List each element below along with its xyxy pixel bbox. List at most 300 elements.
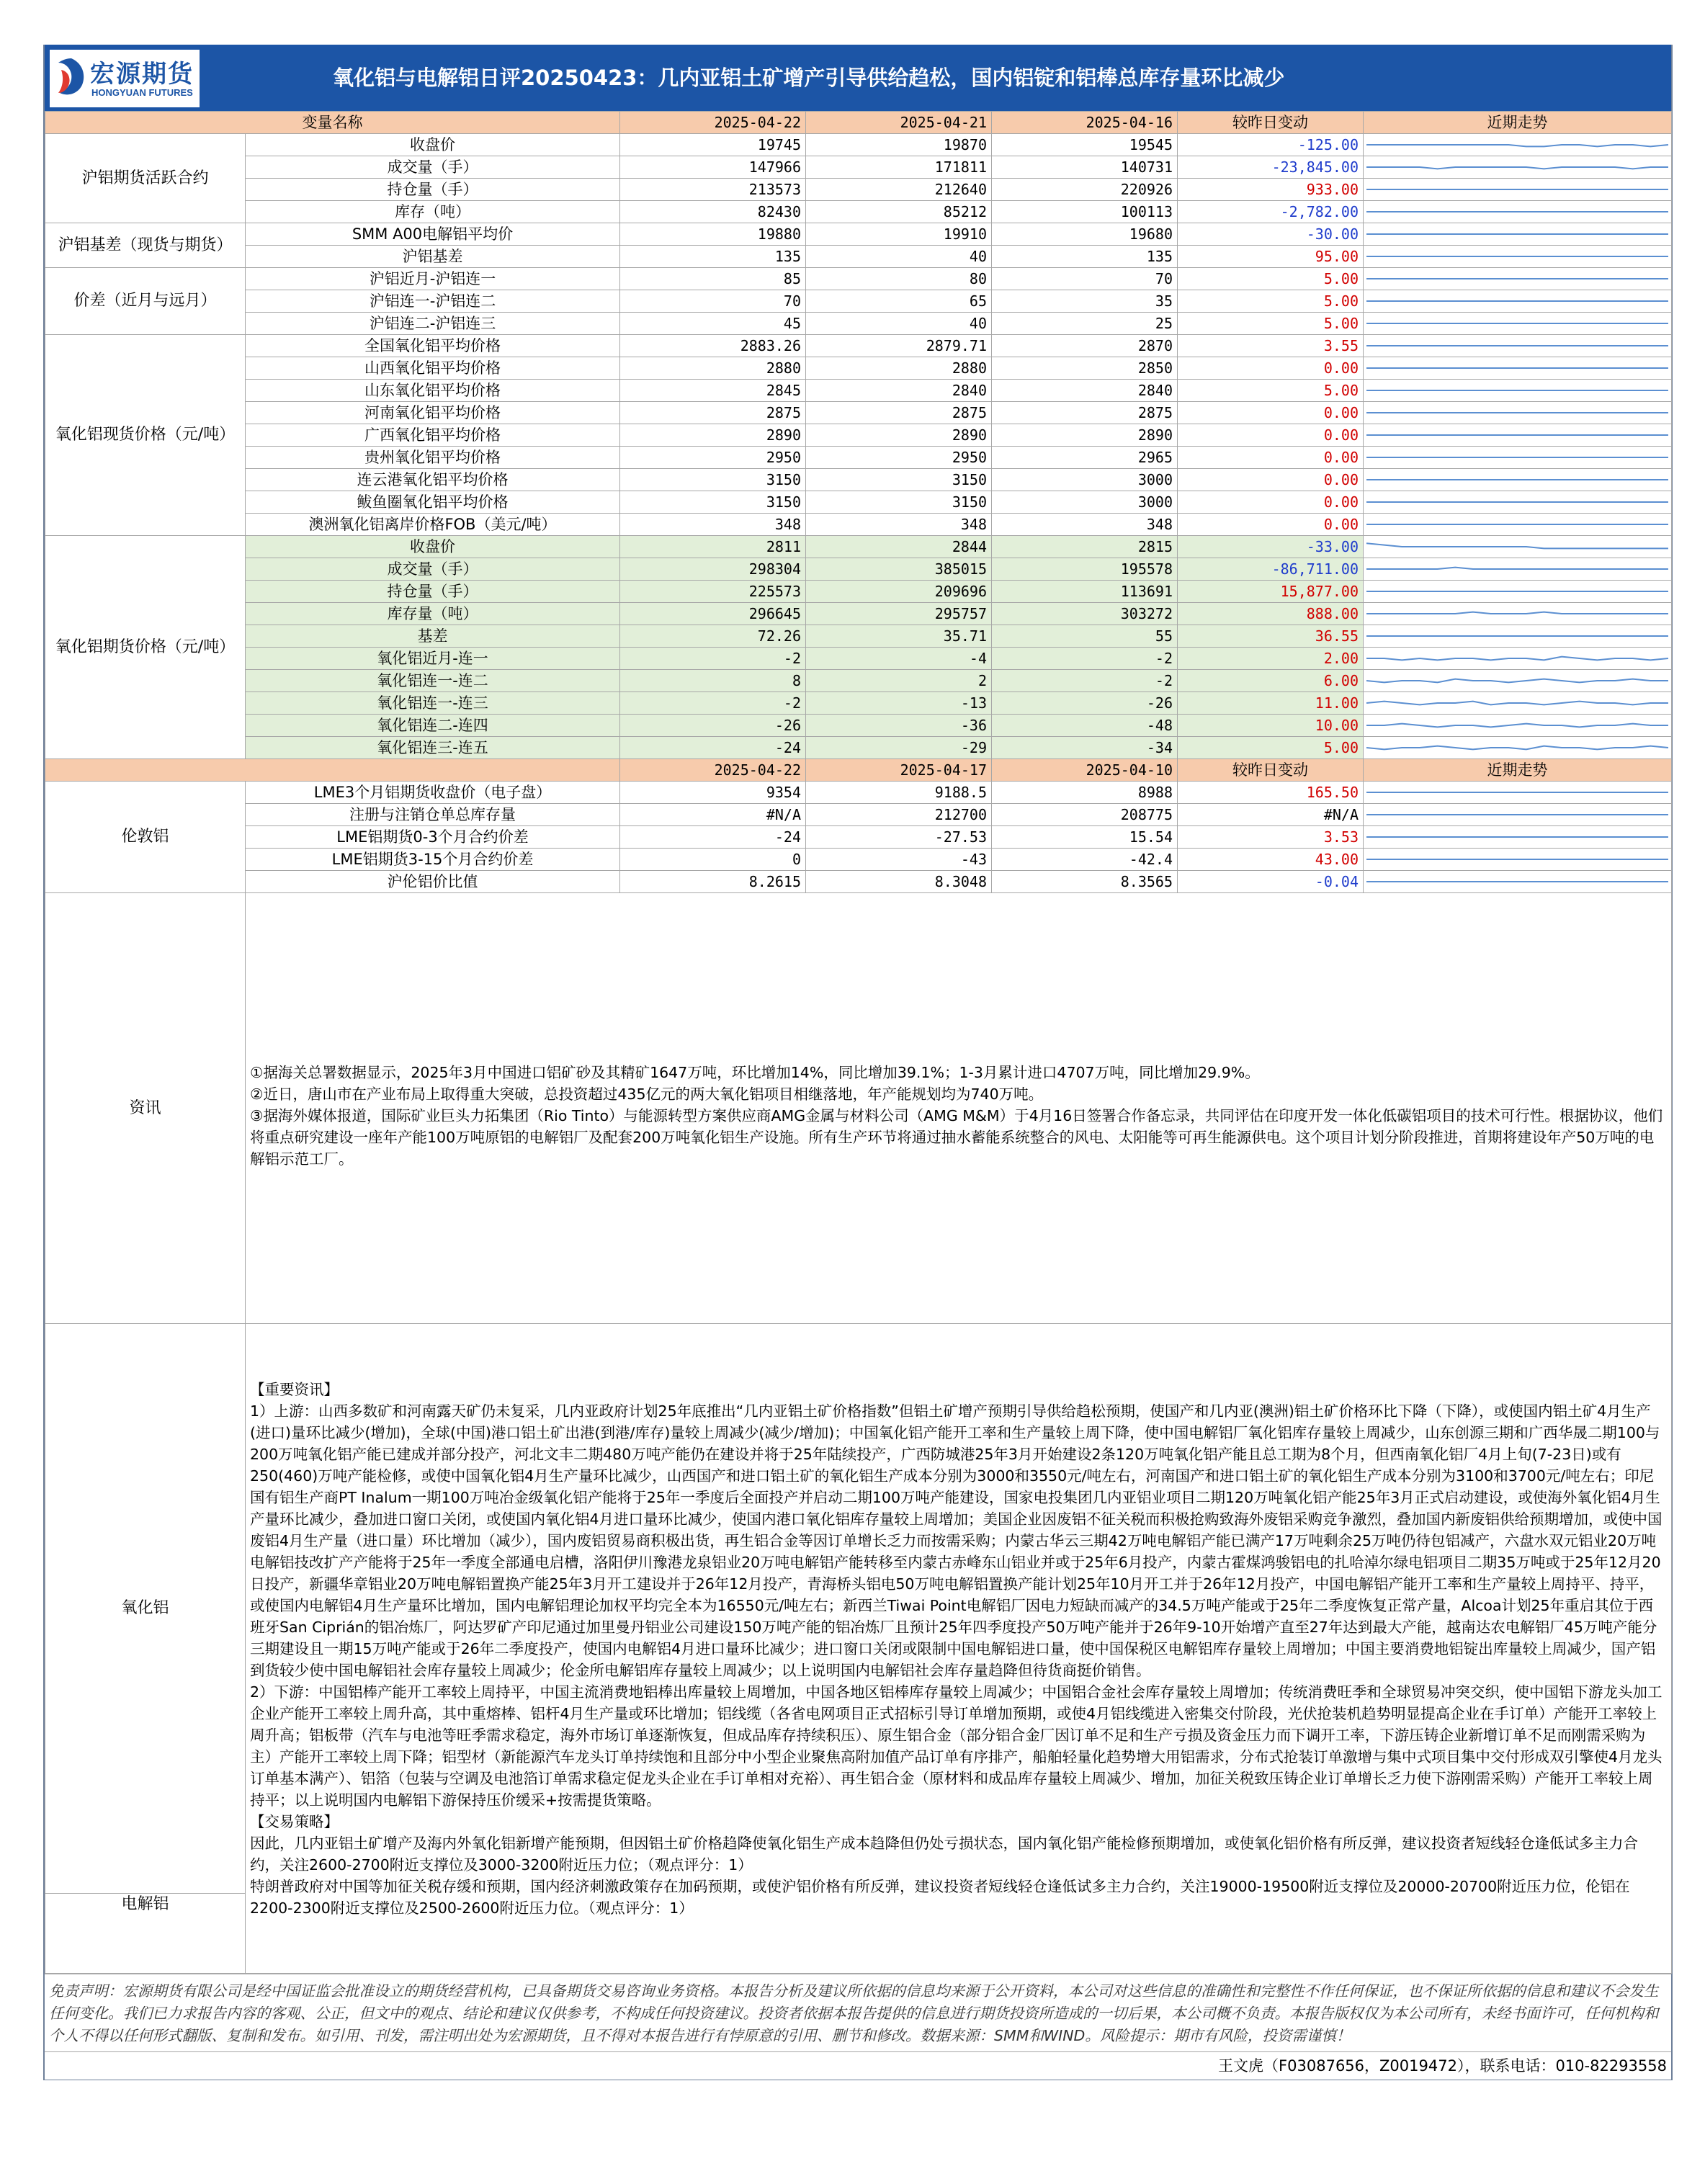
value-cell: 65 xyxy=(806,290,992,313)
change-cell: #N/A xyxy=(1178,804,1364,826)
value-cell: 15.54 xyxy=(992,826,1178,849)
value-cell: 385015 xyxy=(806,558,992,581)
value-cell: 8.3565 xyxy=(992,871,1178,893)
variable-name: 收盘价 xyxy=(246,536,620,558)
trend-cell xyxy=(1364,670,1672,692)
value-cell: 70 xyxy=(620,290,806,313)
sparkline-trend xyxy=(1365,849,1670,869)
value-cell: 2890 xyxy=(620,424,806,447)
table-row xyxy=(45,156,1672,179)
value-cell: 225573 xyxy=(620,581,806,603)
variable-name: 广西氧化铝平均价格 xyxy=(246,424,620,447)
value-cell: 135 xyxy=(992,246,1178,268)
trend-cell xyxy=(1364,536,1672,558)
change-cell: 43.00 xyxy=(1178,849,1364,871)
value-cell: 19745 xyxy=(620,134,806,156)
change-cell: 6.00 xyxy=(1178,670,1364,692)
col-header-change: 较昨日变动 xyxy=(1178,112,1364,134)
change-cell: 5.00 xyxy=(1178,380,1364,402)
value-cell: 2950 xyxy=(620,447,806,469)
trend-cell xyxy=(1364,581,1672,603)
value-cell: -24 xyxy=(620,826,806,849)
table-row xyxy=(45,804,1672,826)
col-header-date3: 2025-04-16 xyxy=(992,112,1178,134)
value-cell: 3150 xyxy=(806,469,992,491)
variable-name: 持仓量（手） xyxy=(246,179,620,201)
trend-cell xyxy=(1364,179,1672,201)
change-cell: 5.00 xyxy=(1178,290,1364,313)
variable-name: 收盘价 xyxy=(246,134,620,156)
variable-name: 氧化铝近月-连一 xyxy=(246,648,620,670)
logo-text: 宏源期货 xyxy=(90,60,194,89)
value-cell: 2840 xyxy=(992,380,1178,402)
trend-cell xyxy=(1364,648,1672,670)
table-row xyxy=(45,134,1672,156)
value-cell: 55 xyxy=(992,625,1178,648)
logo-mark-icon xyxy=(55,57,87,99)
group-label: 伦敦铝 xyxy=(45,782,246,893)
change-cell: 165.50 xyxy=(1178,782,1364,804)
sparkline-trend xyxy=(1365,715,1670,735)
value-cell: 35.71 xyxy=(806,625,992,648)
variable-name: LME3个月铝期货收盘价（电子盘） xyxy=(246,782,620,804)
sparkline-trend xyxy=(1365,782,1670,802)
change-cell: -86,711.00 xyxy=(1178,558,1364,581)
sparkline-trend xyxy=(1365,313,1670,334)
value-cell: 2879.71 xyxy=(806,335,992,357)
value-cell: 220926 xyxy=(992,179,1178,201)
group-label: 沪铝基差（现货与期货） xyxy=(45,223,246,268)
value-cell: 3150 xyxy=(620,469,806,491)
sparkline-trend xyxy=(1365,447,1670,467)
sparkline-trend xyxy=(1365,269,1670,289)
trend-cell xyxy=(1364,603,1672,625)
value-cell: 3150 xyxy=(620,491,806,514)
trend-cell xyxy=(1364,826,1672,849)
value-cell: 209696 xyxy=(806,581,992,603)
group-label: 氧化铝期货价格（元/吨） xyxy=(45,536,246,759)
trend-cell xyxy=(1364,447,1672,469)
value-cell: 2811 xyxy=(620,536,806,558)
change-cell: -0.04 xyxy=(1178,871,1364,893)
value-cell: -2 xyxy=(620,692,806,715)
table-row xyxy=(45,223,1672,246)
change-cell: 933.00 xyxy=(1178,179,1364,201)
sparkline-trend xyxy=(1365,380,1670,400)
change-cell: 3.53 xyxy=(1178,826,1364,849)
variable-name: 氧化铝连一-连二 xyxy=(246,670,620,692)
trend-cell xyxy=(1364,491,1672,514)
value-cell: 8988 xyxy=(992,782,1178,804)
trend-cell xyxy=(1364,558,1672,581)
company-logo xyxy=(49,49,200,108)
analysis-content xyxy=(246,1324,1672,1974)
table-row xyxy=(45,424,1672,447)
value-cell: 147966 xyxy=(620,156,806,179)
variable-name: 成交量（手） xyxy=(246,156,620,179)
table-row xyxy=(45,469,1672,491)
author-contact: 王文虎（F03087656，Z0019472），联系电话：010-82293558 xyxy=(45,2051,1671,2080)
change-cell: 0.00 xyxy=(1178,447,1364,469)
value-cell: 35 xyxy=(992,290,1178,313)
sparkline-trend xyxy=(1365,336,1670,356)
value-cell: 85212 xyxy=(806,201,992,223)
sparkline-trend xyxy=(1365,403,1670,423)
variable-name: 连云港氧化铝平均价格 xyxy=(246,469,620,491)
table-row xyxy=(45,648,1672,670)
sparkline-trend xyxy=(1365,559,1670,579)
aluminum-label: 电解铝 xyxy=(45,1894,246,1974)
value-cell: 348 xyxy=(620,514,806,536)
change-cell: 2.00 xyxy=(1178,648,1364,670)
change-cell: 0.00 xyxy=(1178,402,1364,424)
value-cell: 2880 xyxy=(806,357,992,380)
change-cell: -2,782.00 xyxy=(1178,201,1364,223)
variable-name: 贵州氧化铝平均价格 xyxy=(246,447,620,469)
value-cell: 2845 xyxy=(620,380,806,402)
value-cell: -2 xyxy=(620,648,806,670)
value-cell: 3000 xyxy=(992,469,1178,491)
value-cell: 2844 xyxy=(806,536,992,558)
value-cell: 8.3048 xyxy=(806,871,992,893)
change-cell: 5.00 xyxy=(1178,737,1364,759)
value-cell: 72.26 xyxy=(620,625,806,648)
sparkline-trend xyxy=(1365,827,1670,847)
variable-name: 氧化铝连一-连三 xyxy=(246,692,620,715)
report-banner xyxy=(45,45,1671,111)
trend-cell xyxy=(1364,849,1672,871)
change-cell: 10.00 xyxy=(1178,715,1364,737)
table-row xyxy=(45,581,1672,603)
change-cell: 95.00 xyxy=(1178,246,1364,268)
sparkline-trend xyxy=(1365,626,1670,646)
sparkline-trend xyxy=(1365,425,1670,445)
group-label: 价差（近月与远月） xyxy=(45,268,246,335)
col-header-variable: 变量名称 xyxy=(45,112,620,134)
table-row xyxy=(45,313,1672,335)
sparkline-trend xyxy=(1365,514,1670,534)
col-header-date3: 2025-04-10 xyxy=(992,759,1178,782)
value-cell: 25 xyxy=(992,313,1178,335)
variable-name: 沪铝基差 xyxy=(246,246,620,268)
sparkline-trend xyxy=(1365,581,1670,601)
change-cell: -30.00 xyxy=(1178,223,1364,246)
trend-cell xyxy=(1364,156,1672,179)
variable-name: 氧化铝连二-连四 xyxy=(246,715,620,737)
change-cell: 888.00 xyxy=(1178,603,1364,625)
trend-cell xyxy=(1364,782,1672,804)
value-cell: 2870 xyxy=(992,335,1178,357)
variable-name: SMM A00电解铝平均价 xyxy=(246,223,620,246)
value-cell: 2875 xyxy=(620,402,806,424)
sparkline-trend xyxy=(1365,470,1670,490)
value-cell: 348 xyxy=(806,514,992,536)
col-header-date1: 2025-04-22 xyxy=(620,759,806,782)
value-cell: 9354 xyxy=(620,782,806,804)
group-label: 沪铝期货活跃合约 xyxy=(45,134,246,223)
table-row xyxy=(45,782,1672,804)
col-header-trend: 近期走势 xyxy=(1364,759,1672,782)
downstream-paragraph: 2）下游：中国铝棒产能开工率较上周持平，中国主流消费地铝棒出库量较上周增加，中国各地区铝棒库存量较上周减少；中国铝合金社会库存量较上周增加；传统消费旺季和全球贸易冲突交织，使中国铝下游龙头加工企业产能开工率较上周升高，其中重熔棒、铝杆4月生产量或环比增加；铝线缆（各省电网项目正式招标引导订单增加预期，或使4月铝线缆进入密集交付阶段，光伏抢装机趋势明显提高企业在手订单）产能开工率较上周升高；铝板带（汽车与电池等旺季需求稳定，海外市场订单逐渐恢复，但成品库存持续积压）、原生铝合金（部分铝合金厂因订单不足和生产亏损及资金压力而下调开工率，下游压铸企业新增订单不足而刚需采购为主）产能开工率较上周下降；铝型材（新能源汽车龙头订单持续饱和且部分中小型企业聚焦高附加值产品订单有序排产，船舶轻量化趋势增大用铝需求，分布式抢装订单激增与集中式项目集中交付形成双引擎使4月龙头订单基本满产）、铝箔（包装与空调及电池箔订单需求稳定促龙头企业在手订单相对充裕）、再生铝合金（原材料和成品库存量较上周减少、增加，加征关税致压铸企业订单增长乏力使下游刚需采购）产能开工率较上周持平；以上说明国内电解铝下游保持压价缓采+按需提货策略。 xyxy=(250,1683,1663,1809)
sparkline-trend xyxy=(1365,805,1670,825)
value-cell: 9188.5 xyxy=(806,782,992,804)
value-cell: 298304 xyxy=(620,558,806,581)
table-row xyxy=(45,871,1672,893)
sparkline-trend xyxy=(1365,671,1670,691)
value-cell: 2890 xyxy=(992,424,1178,447)
value-cell: -4 xyxy=(806,648,992,670)
variable-name: 河南氧化铝平均价格 xyxy=(246,402,620,424)
value-cell: 0 xyxy=(620,849,806,871)
variable-name: 基差 xyxy=(246,625,620,648)
alumina-label: 氧化铝 xyxy=(45,1324,246,1894)
change-cell: 0.00 xyxy=(1178,357,1364,380)
change-cell: 5.00 xyxy=(1178,313,1364,335)
value-cell: 80 xyxy=(806,268,992,290)
table-row xyxy=(45,357,1672,380)
value-cell: 2815 xyxy=(992,536,1178,558)
table-row xyxy=(45,692,1672,715)
trend-cell xyxy=(1364,692,1672,715)
value-cell: 212700 xyxy=(806,804,992,826)
trend-cell xyxy=(1364,514,1672,536)
sparkline-trend xyxy=(1365,135,1670,155)
variable-name: 注册与注销仓单总库存量 xyxy=(246,804,620,826)
trend-cell xyxy=(1364,469,1672,491)
table-row xyxy=(45,849,1672,871)
variable-name: LME铝期货3-15个月合约价差 xyxy=(246,849,620,871)
trend-cell xyxy=(1364,357,1672,380)
table-row xyxy=(45,603,1672,625)
col-header-trend: 近期走势 xyxy=(1364,112,1672,134)
table-row xyxy=(45,536,1672,558)
value-cell: 303272 xyxy=(992,603,1178,625)
change-cell: 0.00 xyxy=(1178,491,1364,514)
variable-name: 库存量（吨） xyxy=(246,603,620,625)
disclaimer: 免责声明：宏源期货有限公司是经中国证监会批准设立的期货经营机构，已具备期货交易咨询业务资格。本报告分析及建议所依据的信息均来源于公开资料，本公司对这些信息的准确性和完整性不作任何保证，也不保证所依据的信息和建议不会发生任何变化。我们已力求报告内容的客观、公正，但文中的观点、结论和建议仅供参考，不构成任何投资建议。投资者依据本报告提供的信息进行期货投资所造成的一切后果，本公司概不负责。本报告版权仅为本公司所有，未经书面许可，任何机构和个人不得以任何形式翻版、复制和发布。如引用、刊发，需注明出处为宏源期货，且不得对本报告进行有悖原意的引用、删节和修改。数据来源：SMM和WIND。风险提示：期市有风险，投资需谨慎！ xyxy=(45,1974,1671,2051)
variable-name: 沪铝连二-沪铝连三 xyxy=(246,313,620,335)
table-row xyxy=(45,447,1672,469)
value-cell: 296645 xyxy=(620,603,806,625)
value-cell: 348 xyxy=(992,514,1178,536)
change-cell: 0.00 xyxy=(1178,469,1364,491)
trend-cell xyxy=(1364,201,1672,223)
market-data-table xyxy=(45,111,1672,1974)
table-row xyxy=(45,625,1672,648)
sparkline-trend xyxy=(1365,358,1670,378)
col-header-date2: 2025-04-21 xyxy=(806,112,992,134)
important-news-heading: 【重要资讯】 xyxy=(250,1380,339,1398)
value-cell: 2875 xyxy=(992,402,1178,424)
sparkline-trend xyxy=(1365,492,1670,512)
change-cell: 36.55 xyxy=(1178,625,1364,648)
trend-cell xyxy=(1364,246,1672,268)
value-cell: 100113 xyxy=(992,201,1178,223)
table-row xyxy=(45,514,1672,536)
table-row xyxy=(45,826,1672,849)
report-sheet xyxy=(43,45,1673,2080)
change-cell: 0.00 xyxy=(1178,424,1364,447)
logo-subtext: HONGYUAN FUTURES xyxy=(91,87,193,98)
trend-cell xyxy=(1364,335,1672,357)
value-cell: 8 xyxy=(620,670,806,692)
table-row xyxy=(45,670,1672,692)
table-row xyxy=(45,201,1672,223)
table-row xyxy=(45,179,1672,201)
value-cell: 135 xyxy=(620,246,806,268)
value-cell: -36 xyxy=(806,715,992,737)
strategy-heading: 【交易策略】 xyxy=(250,1812,339,1830)
variable-name: 库存（吨） xyxy=(246,201,620,223)
value-cell: -42.4 xyxy=(992,849,1178,871)
variable-name: 氧化铝连三-连五 xyxy=(246,737,620,759)
sparkline-trend xyxy=(1365,537,1670,557)
sparkline-trend xyxy=(1365,246,1670,267)
value-cell: 40 xyxy=(806,313,992,335)
sparkline-trend xyxy=(1365,693,1670,713)
variable-name: 全国氧化铝平均价格 xyxy=(246,335,620,357)
page-title: 氧化铝与电解铝日评20250423：几内亚铝土矿增产引导供给趋松，国内铝锭和铝棒总库存量环比减少 xyxy=(333,66,1285,90)
variable-name: 澳洲氧化铝离岸价格FOB（美元/吨） xyxy=(246,514,620,536)
variable-name: LME铝期货0-3个月合约价差 xyxy=(246,826,620,849)
news-label: 资讯 xyxy=(45,893,246,1324)
value-cell: 70 xyxy=(992,268,1178,290)
value-cell: 8.2615 xyxy=(620,871,806,893)
trend-cell xyxy=(1364,380,1672,402)
sparkline-trend xyxy=(1365,738,1670,758)
change-cell: 11.00 xyxy=(1178,692,1364,715)
upstream-paragraph: 1）上游：山西多数矿和河南露天矿仍未复采，几内亚政府计划25年底推出“几内亚铝土矿价格指数”但铝土矿增产预期引导供给趋松预期，使国产和几内亚(澳洲)铝土矿价格环比下降（下降），或使国内铝土矿4月生产(进口)量环比减少(增加)，全球(中国)港口铝土矿出港(到港/库存)量较上周减少(减少/增加)；中国氧化铝产能开工率和生产量较上周下降，使中国电解铝厂氧化铝库存量较上周减少，山东创源三期和广西华晟二期100与200万吨氧化铝产能已建成并部分投产，河北文丰二期480万吨产能仍在建设并将于25年陆续投产，广西防城港25年3月开始建设2条120万吨氧化铝产能且总工期为8个月，但西南氧化铝厂4月上旬(7-23日)或有250(460)万吨产能检修，或使中国氧化铝4月生产量环比减少，山西国产和进口铝土矿的氧化铝生产成本分别为3000和3550元/吨左右，河南国产和进口铝土矿的氧化铝生产成本分别为3100和3700元/吨左右；印尼国有铝生产商PT Inalum一期100万吨冶金级氧化铝产能将于25年一季度后全面投产并启动二期100万吨产能建设，国家电投集团几内亚铝业项目二期120万吨氧化铝产能25年3月正式启动建设，或使海外氧化铝4月生产量环比减少，叠加进口窗口关闭，或使国内氧化铝4月进口量环比减少，使国内港口氧化铝库存量较上周增加；美国企业因废铝不征关税而积极抢购致海外废铝采购竞争激烈，叠加国内新废铝供给预期增加，或使中国废铝4月生产量（进口量）环比增加（减少），国内废铝贸易商积极出货，再生铝合金等因订单增长乏力而按需采购；内蒙古华云三期42万吨电解铝产能已满产17万吨剩余25万吨仍待包铝减产，六盘水双元铝业20万吨电解铝技改扩产产能将于25年一季度全部通电启槽，洛阳伊川豫港龙泉铝业20万吨电解铝产能转移至内蒙古赤峰东山铝业并或于25年6月投产，内蒙古霍煤鸿骏铝电的扎哈淖尔绿电铝项目二期35万吨或于25年12月20日投产，新疆华章铝业20万吨电解铝置换产能25年3月开工建设并于26年12月投产，青海桥头铝电50万吨电解铝置换产能计划25年10月开工并于26年12月投产，中国电解铝产能开工率和生产量较上周持平、持平，或使国内电解铝4月生产量环比增加，国内电解铝理论加权平均完全本为16550元/吨左右；新西兰Tiwai Point电解铝厂因电力短缺而减产的34.5万吨产能或于25年二季度恢复正常产量，Alcoa计划25年重启其位于西班牙San Ciprián的铝冶炼厂，阿达罗矿产印尼通过加里曼丹铝业公司建设150万吨产能的铝冶炼厂且预计25年四季度投产50万吨产能并于26年9-10开始增产直至27年达到最大产能，越南达农电解铝厂45万吨产能分三期建设且一期15万吨产能或于26年二季度投产，使国内电解铝4月进口量环比减少；进口窗口关闭或限制中国电解铝进口量，使中国保税区电解铝库存量较上周增加；中国主要消费地铝锭出库量较上周减少，国产铝到货较少使中国电解铝社会库存量较上周减少；伦金所电解铝库存量较上周减少；以上说明国内电解铝社会库存量趋降但待货商挺价销售。 xyxy=(250,1402,1663,1679)
change-cell: 5.00 xyxy=(1178,268,1364,290)
variable-name: 沪伦铝价比值 xyxy=(246,871,620,893)
value-cell: 85 xyxy=(620,268,806,290)
sparkline-trend xyxy=(1365,202,1670,222)
value-cell: 212640 xyxy=(806,179,992,201)
group-label: 氧化铝现货价格（元/吨） xyxy=(45,335,246,536)
table-row xyxy=(45,380,1672,402)
variable-name: 沪铝连一-沪铝连二 xyxy=(246,290,620,313)
value-cell: 45 xyxy=(620,313,806,335)
value-cell: -24 xyxy=(620,737,806,759)
sparkline-trend xyxy=(1365,224,1670,244)
value-cell: 19910 xyxy=(806,223,992,246)
col-header-date1: 2025-04-22 xyxy=(620,112,806,134)
trend-cell xyxy=(1364,402,1672,424)
variable-name: 成交量（手） xyxy=(246,558,620,581)
change-cell: -23,845.00 xyxy=(1178,156,1364,179)
value-cell: 295757 xyxy=(806,603,992,625)
sparkline-trend xyxy=(1365,291,1670,311)
value-cell: 2875 xyxy=(806,402,992,424)
value-cell: 2880 xyxy=(620,357,806,380)
change-cell: -125.00 xyxy=(1178,134,1364,156)
value-cell: 3150 xyxy=(806,491,992,514)
value-cell: 113691 xyxy=(992,581,1178,603)
aluminum-strategy: 特朗普政府对中国等加征关税存缓和预期，国内经济刺激政策存在加码预期，或使沪铝价格有所反弹，建议投资者短线轻仓逢低试多主力合约，关注19000-19500附近支撑位及20000-20700附近压力位，伦铝在2200-2300附近支撑位及2500-2600附近压力位。（观点评分：1） xyxy=(250,1877,1630,1917)
value-cell: -13 xyxy=(806,692,992,715)
value-cell: 3000 xyxy=(992,491,1178,514)
variable-name: 鲅鱼圈氧化铝平均价格 xyxy=(246,491,620,514)
trend-cell xyxy=(1364,804,1672,826)
table-row xyxy=(45,290,1672,313)
trend-cell xyxy=(1364,268,1672,290)
sparkline-trend xyxy=(1365,872,1670,892)
trend-cell xyxy=(1364,290,1672,313)
col-header-change: 较昨日变动 xyxy=(1178,759,1364,782)
value-cell: -29 xyxy=(806,737,992,759)
value-cell: 19880 xyxy=(620,223,806,246)
value-cell: -48 xyxy=(992,715,1178,737)
table-row xyxy=(45,335,1672,357)
change-cell: 15,877.00 xyxy=(1178,581,1364,603)
table-row xyxy=(45,737,1672,759)
trend-cell xyxy=(1364,715,1672,737)
col-header-date2: 2025-04-17 xyxy=(806,759,992,782)
value-cell: -43 xyxy=(806,849,992,871)
value-cell: 2840 xyxy=(806,380,992,402)
value-cell: -2 xyxy=(992,670,1178,692)
value-cell: -26 xyxy=(992,692,1178,715)
change-cell: 0.00 xyxy=(1178,514,1364,536)
value-cell: 171811 xyxy=(806,156,992,179)
value-cell: 2950 xyxy=(806,447,992,469)
table-row xyxy=(45,268,1672,290)
value-cell: 2 xyxy=(806,670,992,692)
trend-cell xyxy=(1364,737,1672,759)
col-header-variable xyxy=(45,759,620,782)
change-cell: 3.55 xyxy=(1178,335,1364,357)
value-cell: -34 xyxy=(992,737,1178,759)
value-cell: 2850 xyxy=(992,357,1178,380)
table-row xyxy=(45,402,1672,424)
news-content xyxy=(246,893,1672,1324)
sparkline-trend xyxy=(1365,157,1670,177)
sparkline-trend xyxy=(1365,179,1670,200)
news-item: ②近日，唐山市在产业布局上取得重大突破，总投资超过435亿元的两大氧化铝项目相继落地，年产能规划均为740万吨。 xyxy=(250,1085,1044,1103)
variable-name: 沪铝近月-沪铝连一 xyxy=(246,268,620,290)
news-item: ③据海外媒体报道，国际矿业巨头力拓集团（Rio Tinto）与能源转型方案供应商AMG金属与材料公司（AMG M&M）于4月16日签署合作备忘录，共同评估在印度开发一体化低碳铝项目的技术可行性。根据协议，他们将重点研究建设一座年产能100万吨原铝的电解铝厂及配套200万吨氧化铝生产设施。所有生产环节将通过抽水蓄能系统整合的风电、太阳能等可再生能源供电。这个项目计划分阶段推进，首期将建设年产50万吨的电解铝示范工厂。 xyxy=(250,1106,1663,1168)
variable-name: 持仓量（手） xyxy=(246,581,620,603)
value-cell: 213573 xyxy=(620,179,806,201)
variable-name: 山东氧化铝平均价格 xyxy=(246,380,620,402)
value-cell: 82430 xyxy=(620,201,806,223)
trend-cell xyxy=(1364,223,1672,246)
value-cell: 140731 xyxy=(992,156,1178,179)
value-cell: 19545 xyxy=(992,134,1178,156)
trend-cell xyxy=(1364,313,1672,335)
value-cell: 19680 xyxy=(992,223,1178,246)
trend-cell xyxy=(1364,424,1672,447)
change-cell: -33.00 xyxy=(1178,536,1364,558)
value-cell: -2 xyxy=(992,648,1178,670)
trend-cell xyxy=(1364,625,1672,648)
table-row xyxy=(45,491,1672,514)
value-cell: 195578 xyxy=(992,558,1178,581)
value-cell: 2883.26 xyxy=(620,335,806,357)
alumina-strategy: 因此，几内亚铝土矿增产及海内外氧化铝新增产能预期，但因铝土矿价格趋降使氧化铝生产成本趋降但仍处亏损状态，国内氧化铝产能检修预期增加，或使氧化铝价格有所反弹，建议投资者短线轻仓逢低试多主力合约，关注2600-2700附近支撑位及3000-3200附近压力位；（观点评分：1） xyxy=(250,1834,1638,1874)
sparkline-trend xyxy=(1365,648,1670,668)
news-item: ①据海关总署数据显示，2025年3月中国进口铝矿砂及其精矿1647万吨，环比增加14%，同比增加39.1%；1-3月累计进口4707万吨，同比增加29.9%。 xyxy=(250,1063,1260,1081)
table-row xyxy=(45,246,1672,268)
value-cell: 2965 xyxy=(992,447,1178,469)
value-cell: #N/A xyxy=(620,804,806,826)
value-cell: 19870 xyxy=(806,134,992,156)
table-row xyxy=(45,715,1672,737)
trend-cell xyxy=(1364,134,1672,156)
trend-cell xyxy=(1364,871,1672,893)
sparkline-trend xyxy=(1365,604,1670,624)
value-cell: 40 xyxy=(806,246,992,268)
